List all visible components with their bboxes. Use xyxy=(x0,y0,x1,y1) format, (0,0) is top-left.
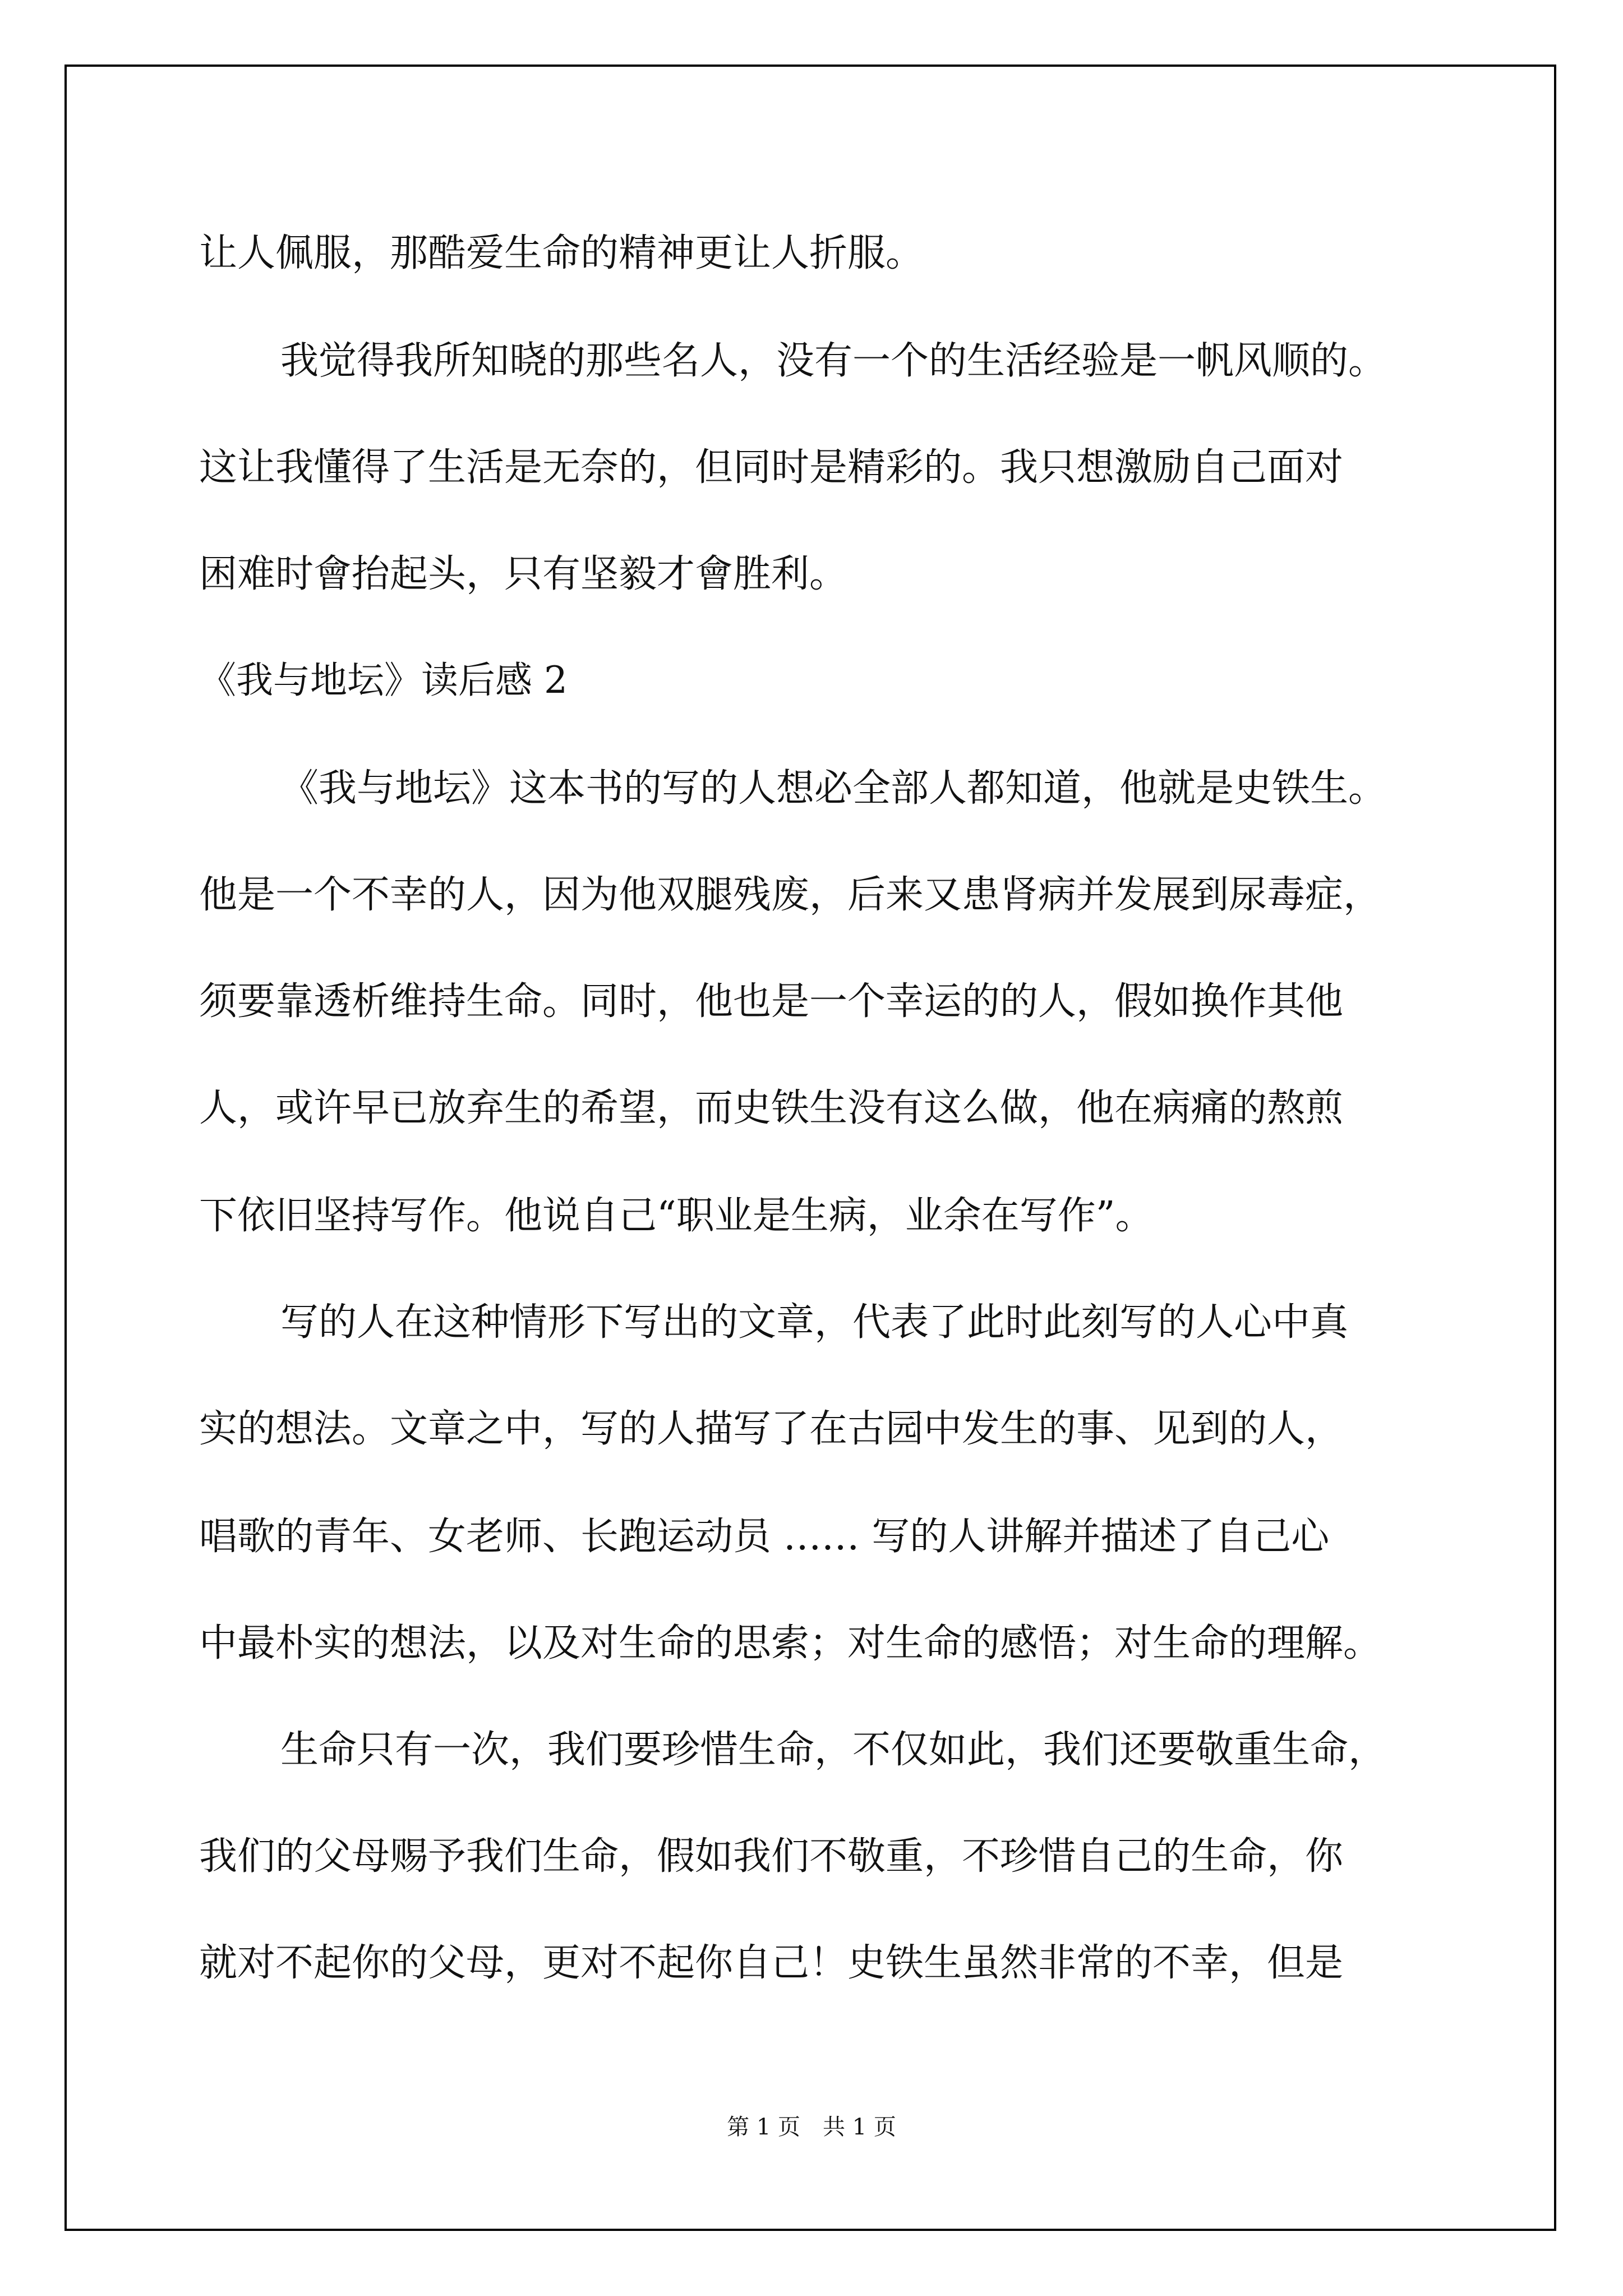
text-line: 《我与地坛》这本书的写的人想必全部人都知道，他就是史铁生。 xyxy=(280,766,1387,811)
text-line: 我觉得我所知晓的那些名人，没有一个的生活经验是一帆风顺的。 xyxy=(280,339,1387,383)
text-line: 他是一个不幸的人，因为他双腿残废，后来又患肾病并发展到尿毒症， xyxy=(199,873,1382,917)
text-line: 就对不起你的父母，更对不起你自己！史铁生虽然非常的不幸，但是 xyxy=(199,1941,1344,1985)
text-line: 实的想法。文章之中，写的人描写了在古园中发生的事、见到的人， xyxy=(199,1407,1344,1451)
page-border xyxy=(64,65,1556,2231)
text-line: 让人佩服，那酷爱生命的精神更让人折服。 xyxy=(199,231,924,275)
text-line: 唱歌的青年、女老师、长跑运动员 …… 写的人讲解并描述了自己心 xyxy=(199,1515,1330,1559)
section-heading: 《我与地坛》读后感 2 xyxy=(199,659,568,702)
text-line: 这让我懂得了生活是无奈的，但同时是精彩的。我只想激励自己面对 xyxy=(199,445,1344,490)
text-line: 困难时會抬起头，只有坚毅才會胜利。 xyxy=(199,552,848,596)
text-line: 人，或许早已放弃生的希望，而史铁生没有这么做，他在病痛的熬煎 xyxy=(199,1086,1344,1130)
text-line: 中最朴实的想法，以及对生命的思索；对生命的感悟；对生命的理解。 xyxy=(199,1621,1382,1665)
text-line: 写的人在这种情形下写出的文章，代表了此时此刻写的人心中真 xyxy=(280,1300,1349,1345)
page-number-footer: 第 1 页 共 1 页 xyxy=(727,2114,896,2140)
text-line: 我们的父母赐予我们生命，假如我们不敬重，不珍惜自己的生命，你 xyxy=(199,1834,1344,1879)
text-line: 下依旧坚持写作。他说自己“职业是生病，业余在写作”。 xyxy=(199,1194,1154,1238)
text-line: 须要靠透析维持生命。同时，他也是一个幸运的的人，假如换作其他 xyxy=(199,979,1344,1024)
text-line: 生命只有一次，我们要珍惜生命，不仅如此，我们还要敬重生命， xyxy=(280,1728,1387,1772)
